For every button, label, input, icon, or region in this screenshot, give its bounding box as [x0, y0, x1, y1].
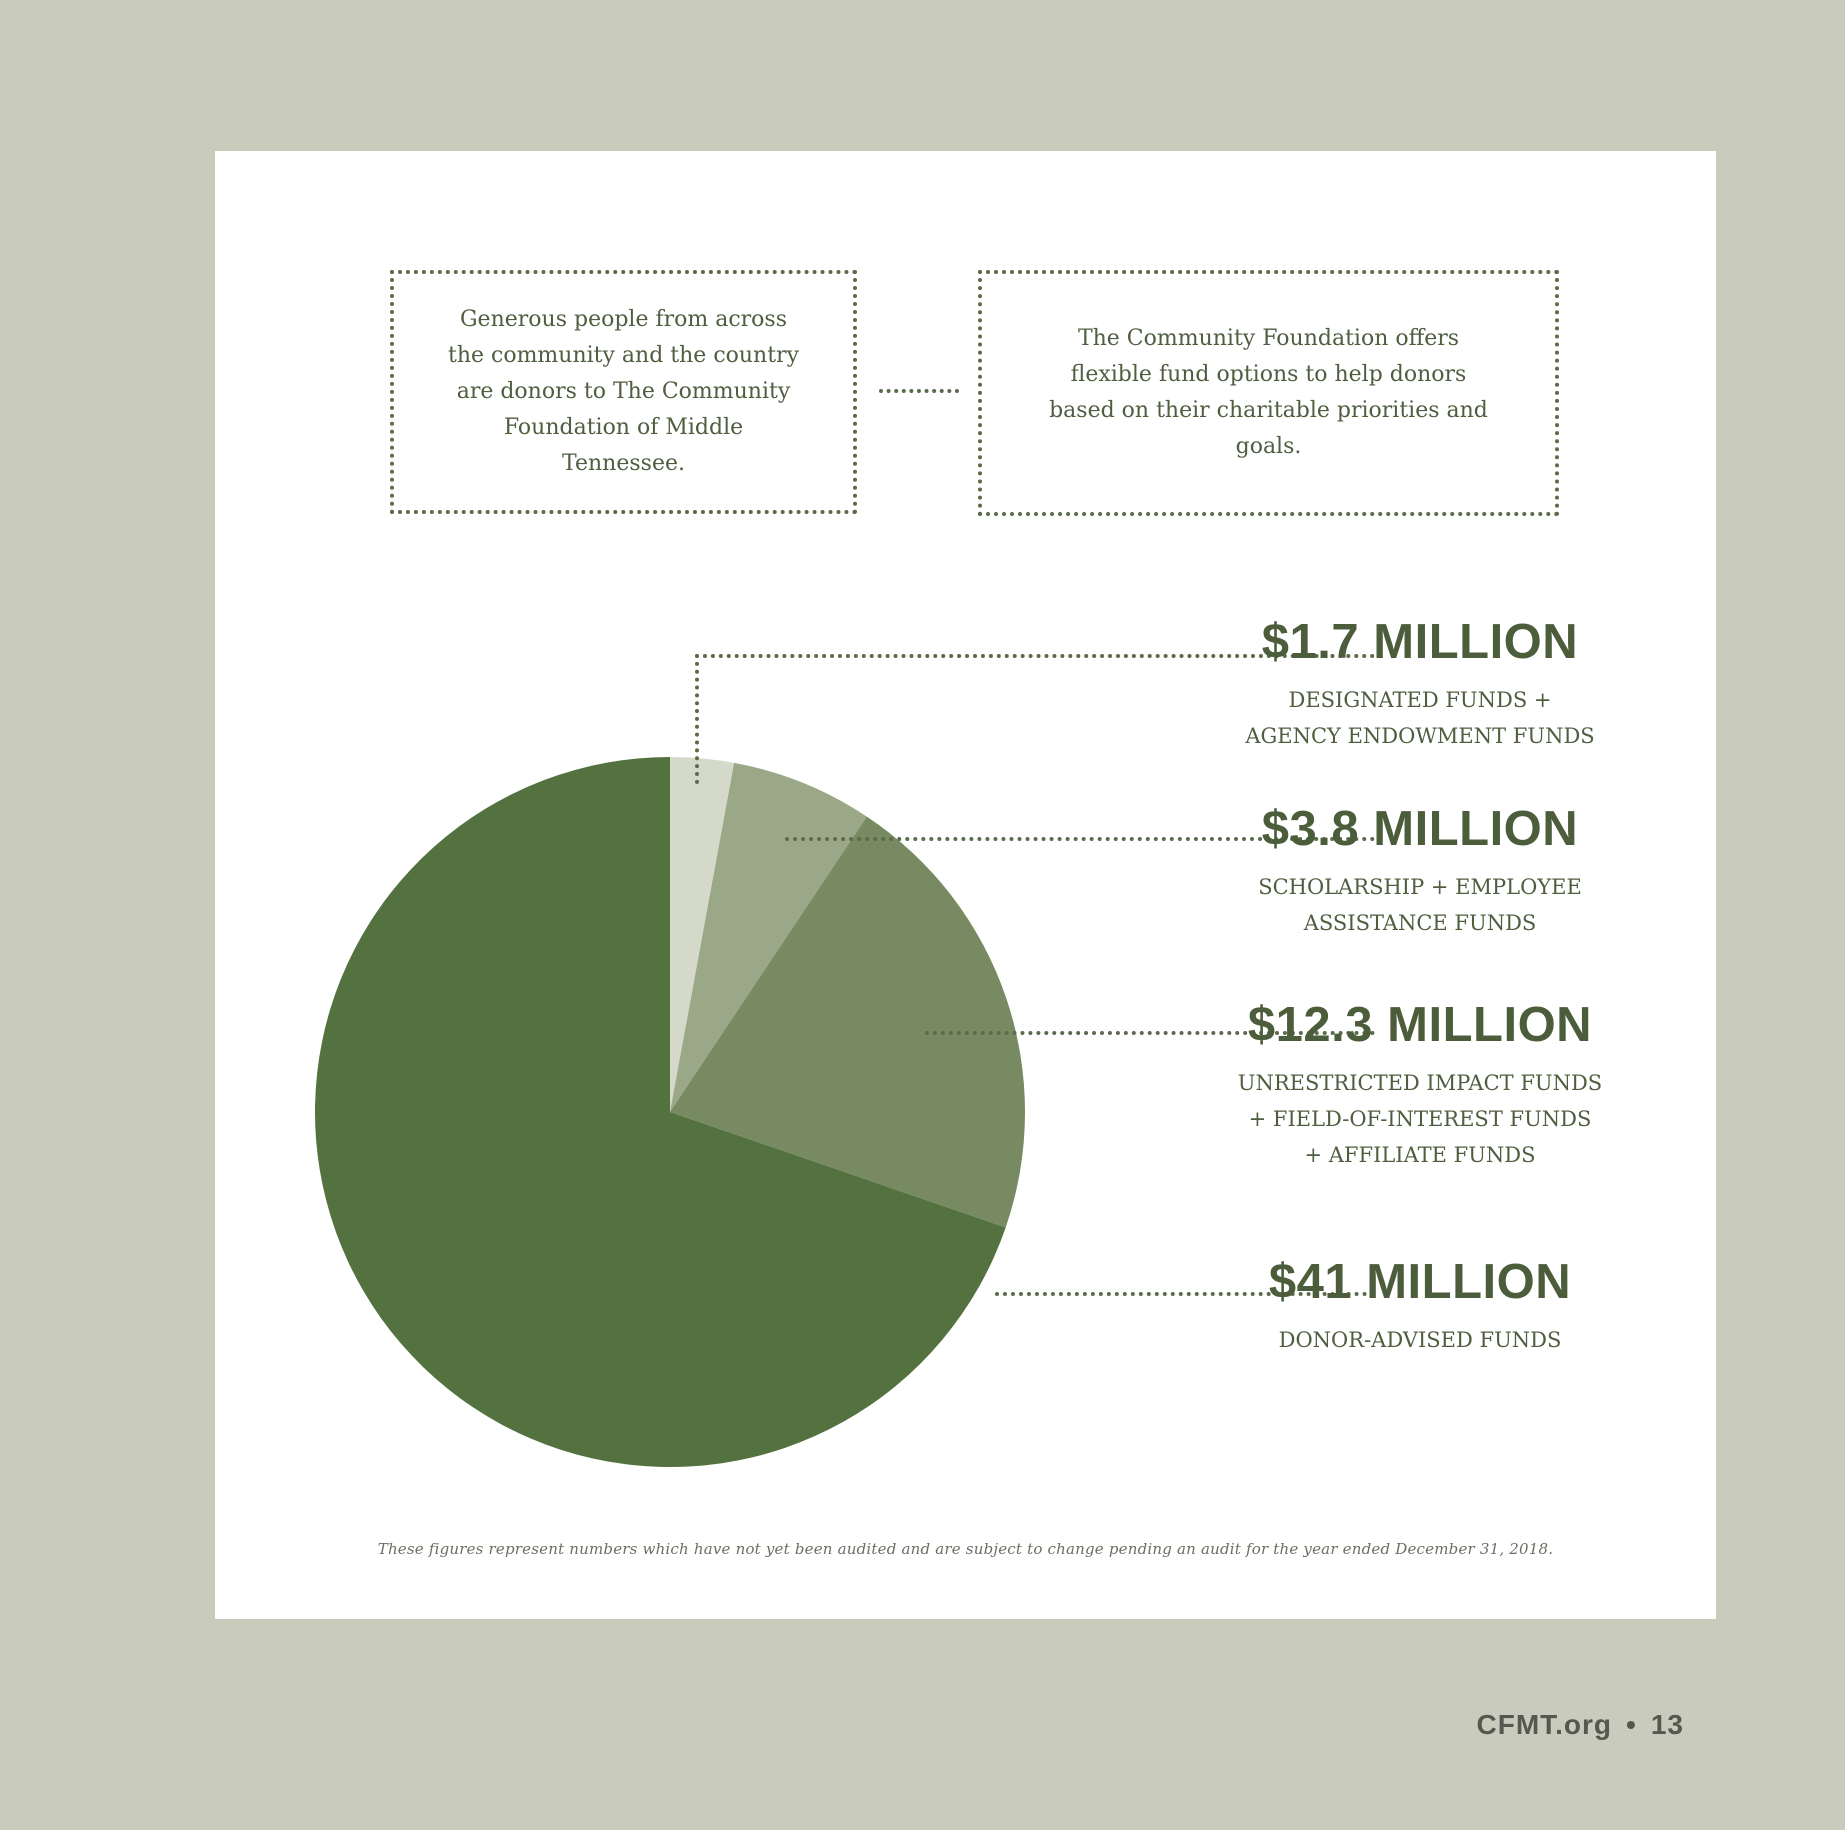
label-unrestricted	[1155, 997, 1685, 1173]
footer-bullet: •	[1626, 1709, 1637, 1740]
intro-connector	[879, 389, 959, 393]
amount-unrestricted: $12.3 MILLION	[1247, 998, 1593, 1052]
pie-chart	[310, 752, 1030, 1472]
desc-donor-advised	[1155, 1322, 1685, 1358]
desc-designated-line1: DESIGNATED FUNDS +	[1288, 688, 1552, 712]
intro-options-text: The Community Foundation offers flexible fund options to help donors based on their charitable priorities and goals.	[1049, 326, 1488, 459]
desc-scholarship-line1: SCHOLARSHIP + EMPLOYEE	[1258, 875, 1582, 899]
desc-donor-advised-line1: DONOR-ADVISED FUNDS	[1278, 1328, 1562, 1352]
footer-site: CFMT.org	[1476, 1709, 1613, 1740]
amount-scholarship: $3.8 MILLION	[1261, 802, 1579, 856]
intro-donors-box	[390, 270, 857, 514]
desc-unrestricted-line3: + AFFILIATE FUNDS	[1304, 1143, 1536, 1167]
label-scholarship	[1155, 801, 1685, 941]
desc-designated-line2: AGENCY ENDOWMENT FUNDS	[1245, 724, 1595, 748]
intro-donors-text: Generous people from across the community and the country are donors to The Community Foundation of Middle Tennessee.	[447, 307, 800, 476]
desc-scholarship	[1155, 869, 1685, 941]
label-donor-advised	[1155, 1254, 1685, 1358]
intro-options-box	[978, 270, 1559, 516]
page-footer	[1477, 1709, 1685, 1741]
label-designated	[1155, 614, 1685, 754]
desc-unrestricted-line1: UNRESTRICTED IMPACT FUNDS	[1237, 1071, 1603, 1095]
content-panel	[215, 151, 1716, 1619]
amount-donor-advised: $41 MILLION	[1268, 1255, 1572, 1309]
desc-unrestricted	[1155, 1065, 1685, 1173]
desc-scholarship-line2: ASSISTANCE FUNDS	[1303, 911, 1537, 935]
audit-note: These figures represent numbers which have not yet been audited and are subject to change pending an audit for the year ended December 31, 2018.	[377, 1540, 1554, 1558]
desc-unrestricted-line2: + FIELD-OF-INTEREST FUNDS	[1248, 1107, 1592, 1131]
leader-line-designated-vertical	[695, 654, 699, 784]
desc-designated	[1155, 682, 1685, 754]
amount-designated: $1.7 MILLION	[1261, 615, 1579, 669]
page-number: 13	[1650, 1709, 1684, 1740]
